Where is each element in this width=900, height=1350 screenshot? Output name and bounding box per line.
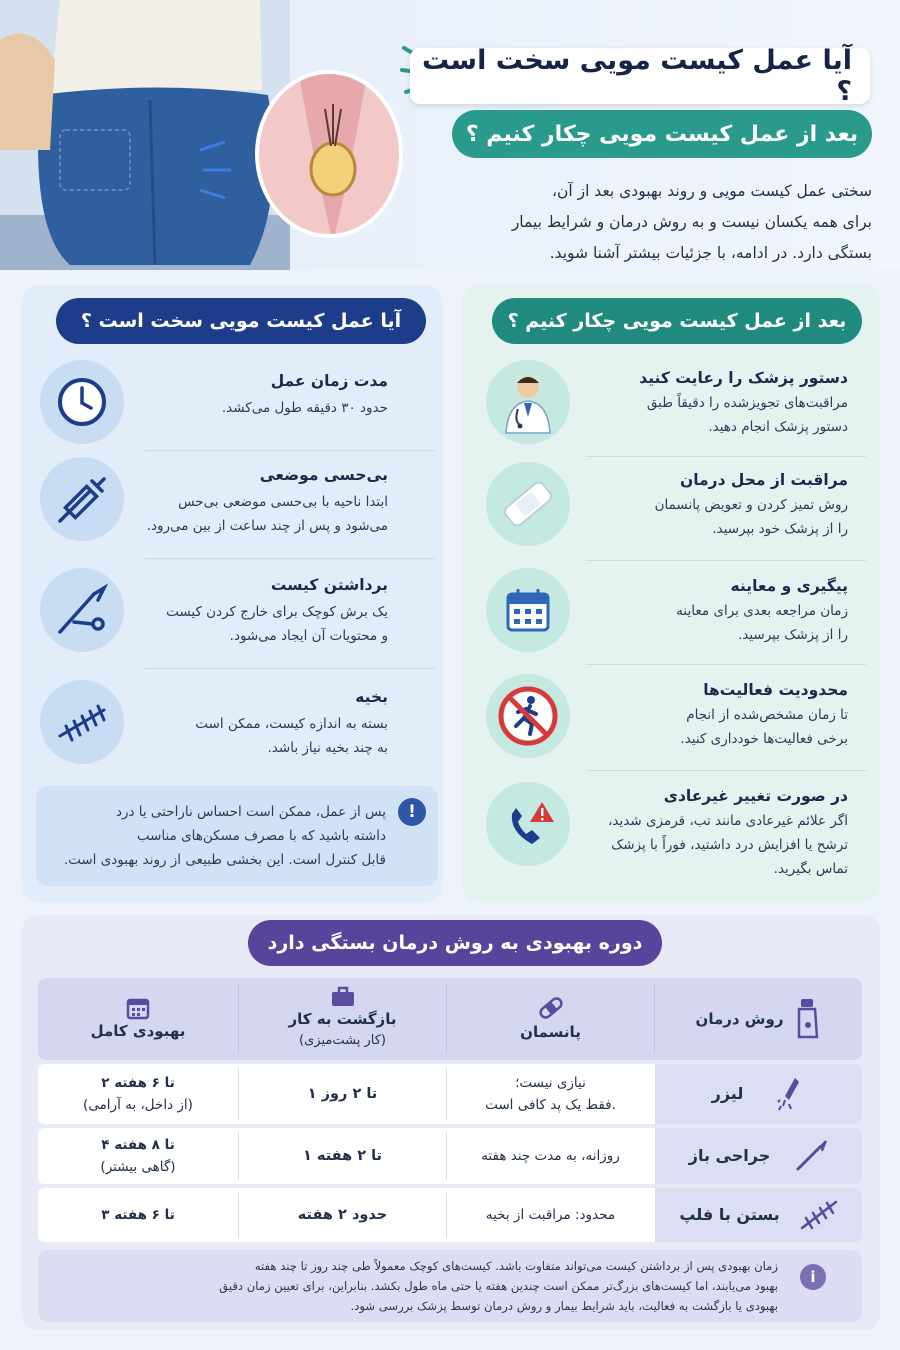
work-cell: ۱ تا ۲ هفته xyxy=(303,1148,382,1164)
recovery-note-text xyxy=(88,1256,778,1316)
clock-icon xyxy=(40,360,124,444)
item-text: و محتویات آن ایجاد می‌شود. xyxy=(229,628,388,644)
pain-note-text xyxy=(46,800,386,872)
item-text: را از پزشک خود بپرسید. xyxy=(712,521,848,537)
item-text: مراقبت‌های تجویزشده را دقیقاً طبق xyxy=(646,395,848,411)
dressing-cell xyxy=(447,1064,654,1124)
item-title: محدودیت فعالیت‌ها xyxy=(703,681,848,699)
left-item-2 xyxy=(98,466,388,538)
full-recovery-cell xyxy=(38,1128,238,1184)
header-sublabel: (کار پشت‌میزی) xyxy=(299,1033,386,1048)
header-label: روش درمان xyxy=(695,1010,784,1028)
cell-text: فقط یک پد کافی است. xyxy=(485,1097,616,1113)
cell-text: نیازی نیست؛ xyxy=(515,1075,586,1091)
divider xyxy=(145,668,435,669)
method-label: جراحی باز xyxy=(688,1146,771,1165)
right-item-3 xyxy=(558,577,848,647)
calendar-small-icon xyxy=(126,996,150,1020)
divider xyxy=(145,450,435,451)
header-full-recovery xyxy=(38,978,238,1060)
item-text: یک برش کوچک برای خارج کردن کیست xyxy=(166,604,388,620)
method-label: بستن با فلپ xyxy=(679,1205,780,1224)
full-recovery-cell xyxy=(38,1188,238,1242)
right-item-5 xyxy=(538,787,848,881)
intro-line: بستگی دارد. در ادامه، با جزئیات بیشتر آشنا شوید. xyxy=(549,244,872,262)
item-text: به چند بخیه نیاز باشد. xyxy=(267,740,388,756)
header-work xyxy=(239,978,446,1060)
item-title: مراقبت از محل درمان xyxy=(680,471,848,489)
right-panel-title: بعد از عمل کیست مویی چکار کنیم ؟ xyxy=(492,298,862,344)
intro-text xyxy=(472,176,872,269)
cell-text: ۴ تا ۸ هفته xyxy=(101,1137,175,1153)
divider xyxy=(145,558,435,559)
cyst-illustration xyxy=(255,70,403,238)
header-label: پانسمان xyxy=(520,1023,581,1041)
scalpel-small-icon xyxy=(794,1139,828,1173)
note-line: زمان بهبودی پس از برداشتن کیست می‌تواند متفاوت باشد. کیست‌های کوچک معمولاً طی چند روز تا چند هفته xyxy=(254,1259,778,1273)
cell-text: (از داخل، به آرامی) xyxy=(83,1097,193,1113)
cell-text: روزانه، به مدت چند هفته xyxy=(481,1148,620,1164)
main-title: آیا عمل کیست مویی سخت است ؟ xyxy=(421,45,852,107)
cell-text: ۲ تا ۶ هفته xyxy=(101,1075,175,1091)
main-title-box xyxy=(410,45,870,107)
divider xyxy=(586,560,866,561)
alert-icon: ! xyxy=(398,798,426,826)
item-title: مدت زمان عمل xyxy=(270,372,388,390)
stitches-small-icon xyxy=(800,1198,838,1232)
item-text: بسته به اندازه کیست، ممکن است xyxy=(195,716,388,732)
item-text: ابتدا ناحیه با بی‌حسی موضعی بی‌حس xyxy=(178,494,388,510)
method-flap-closure xyxy=(655,1188,862,1242)
item-text: ترشح یا افزایش درد داشتید، فوراً با پزشک xyxy=(611,837,848,853)
left-item-1 xyxy=(128,372,388,420)
item-text: اگر علائم غیرعادی مانند تب، قرمزی شدید، xyxy=(608,813,848,829)
item-title: دستور پزشک را رعایت کنید xyxy=(639,369,848,387)
header-method xyxy=(655,978,862,1060)
note-line: قابل کنترل است. این بخشی طبیعی از روند بهبودی است. xyxy=(63,852,386,868)
item-text: برخی فعالیت‌ها خودداری کنید. xyxy=(680,731,848,747)
divider xyxy=(446,984,447,1054)
bandaid-icon xyxy=(538,995,564,1021)
intro-line: برای همه یکسان نیست و به روش درمان و شرایط بیمار xyxy=(511,213,872,231)
divider xyxy=(654,984,655,1054)
divider xyxy=(238,1068,239,1120)
divider xyxy=(446,1192,447,1238)
item-text: می‌شود و پس از چند ساعت از بین می‌رود. xyxy=(146,518,388,534)
table-title: دوره بهبودی به روش درمان بستگی دارد xyxy=(248,920,662,966)
divider xyxy=(238,1132,239,1180)
right-item-2 xyxy=(558,471,848,541)
item-title: بی‌حسی موضعی xyxy=(259,466,388,484)
divider xyxy=(446,1068,447,1120)
laser-icon xyxy=(777,1076,805,1112)
work-cell: ۱ تا ۲ روز xyxy=(307,1086,378,1102)
info-icon: i xyxy=(800,1264,826,1290)
work-cell: حدود ۲ هفته xyxy=(297,1207,388,1223)
method-open-surgery xyxy=(655,1128,862,1184)
note-line: پس از عمل، ممکن است احساس ناراحتی یا درد xyxy=(115,804,386,820)
subtitle-pill xyxy=(452,110,872,158)
header-dressing xyxy=(447,978,654,1060)
item-text: دستور پزشک انجام دهید. xyxy=(708,419,848,435)
item-text: را از پزشک بپرسید. xyxy=(737,627,848,643)
cell-text: محدود: مراقبت از بخیه xyxy=(485,1207,616,1223)
intro-line: سختی عمل کیست مویی و روند بهبودی بعد از آن، xyxy=(551,182,872,200)
header-label: بهبودی کامل xyxy=(90,1022,186,1040)
dressing-cell xyxy=(447,1128,654,1184)
item-text: تماس بگیرید. xyxy=(773,861,848,877)
note-line: داشته باشید که با مصرف مسکن‌های مناسب xyxy=(136,828,386,844)
divider xyxy=(446,1132,447,1180)
divider xyxy=(586,664,866,665)
right-item-1 xyxy=(558,369,848,439)
item-text: روش تمیز کردن و تعویض پانسمان xyxy=(654,497,848,513)
full-recovery-cell xyxy=(38,1064,238,1124)
item-title: برداشتن کیست xyxy=(270,576,388,594)
item-title: بخیه xyxy=(355,688,388,706)
cell-text: ۳ تا ۶ هفته xyxy=(101,1207,175,1223)
left-panel-title: آیا عمل کیست مویی سخت است ؟ xyxy=(56,298,426,344)
left-item-3 xyxy=(98,576,388,648)
tube-icon xyxy=(795,997,821,1041)
dressing-cell xyxy=(447,1188,654,1242)
item-text: زمان مراجعه بعدی برای معاینه xyxy=(676,603,848,619)
item-text: تا زمان مشخص‌شده از انجام xyxy=(686,707,848,723)
right-item-4 xyxy=(558,681,848,751)
method-laser xyxy=(655,1064,862,1124)
divider xyxy=(586,770,866,771)
hero-illustration xyxy=(0,0,290,270)
item-title: پیگیری و معاینه xyxy=(730,577,848,595)
method-label: لیزر xyxy=(711,1084,744,1103)
item-title: در صورت تغییر غیرعادی xyxy=(663,787,848,805)
subtitle: بعد از عمل کیست مویی چکار کنیم ؟ xyxy=(465,121,859,147)
note-line: بهبودی یا بازگشت به فعالیت، باید شرایط بیمار و روش درمان توسط پزشک بررسی شود. xyxy=(350,1299,778,1313)
divider xyxy=(238,984,239,1054)
left-item-4 xyxy=(98,688,388,760)
divider xyxy=(238,1192,239,1238)
item-text: حدود ۳۰ دقیقه طول می‌کشد. xyxy=(221,400,388,416)
divider xyxy=(586,456,866,457)
briefcase-icon xyxy=(330,986,356,1008)
header-label: بازگشت به کار xyxy=(288,1010,397,1028)
note-line: بهبود می‌یابند، اما کیست‌های بزرگ‌تر ممکن است چندین هفته یا حتی ماه طول بکشد. بنابراین، برای تعیین زمان دقیق xyxy=(219,1279,778,1293)
cell-text: (گاهی بیشتر) xyxy=(100,1159,176,1175)
